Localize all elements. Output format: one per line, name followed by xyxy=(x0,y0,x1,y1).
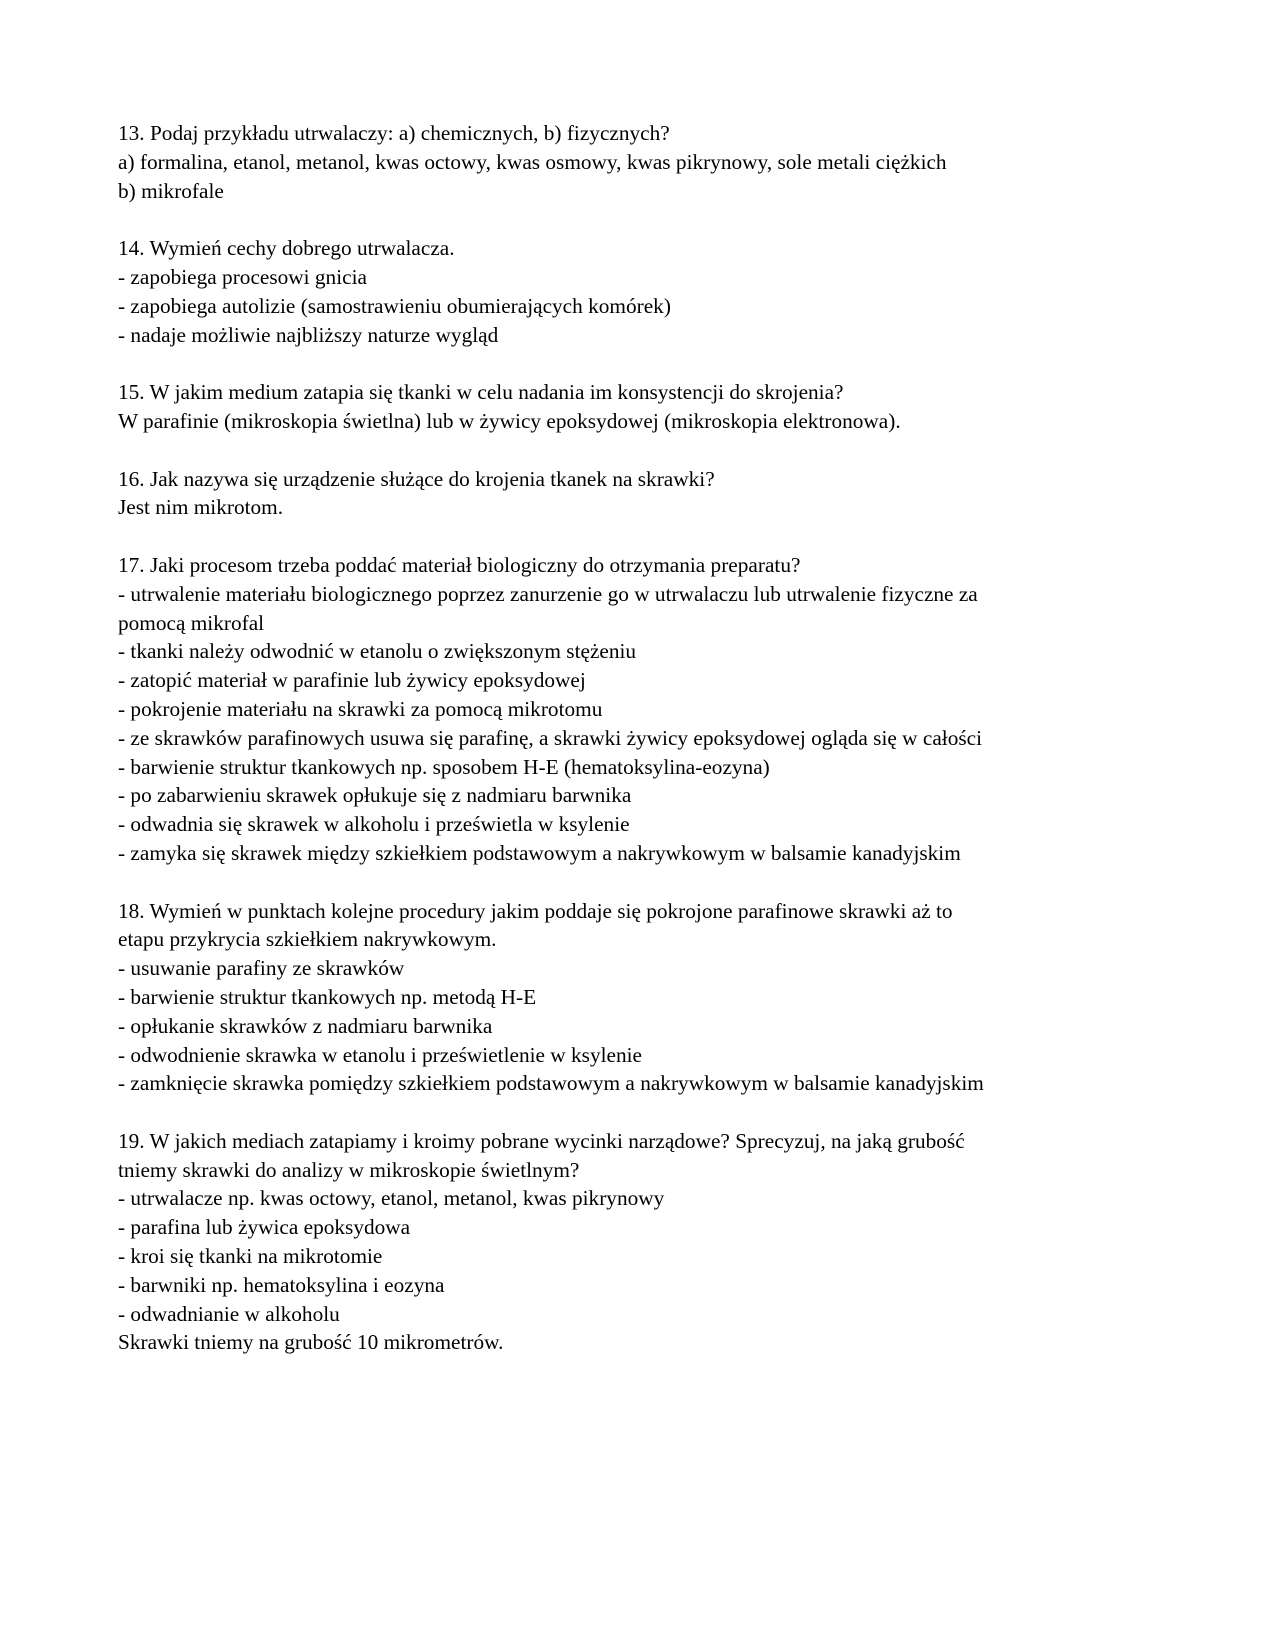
answer-line: - barwienie struktur tkankowych np. metodą H-E xyxy=(118,984,537,1009)
answer-line: tniemy skrawki do analizy w mikroskopie świetlnym? xyxy=(118,1157,580,1182)
answer-line: - zamyka się skrawek między szkiełkiem podstawowym a nakrywkowym w balsamie kanadyjskim xyxy=(118,840,961,865)
question-17-section xyxy=(118,551,1248,868)
answer-line: W parafinie (mikroskopia świetlna) lub w żywicy epoksydowej (mikroskopia elektronowa). xyxy=(118,408,901,433)
answer-line: Skrawki tniemy na grubość 10 mikrometrów. xyxy=(118,1330,504,1355)
answer-line: - odwadnia się skrawek w alkoholu i prześwietla w ksylenie xyxy=(118,812,630,837)
answer-line: - tkanki należy odwodnić w etanolu o zwiększonym stężeniu xyxy=(118,639,637,664)
question-15-section xyxy=(118,378,1248,436)
answer-line: - odwadnianie w alkoholu xyxy=(118,1301,340,1326)
answer-line: - zapobiega autolizie (samostrawieniu obumierających komórek) xyxy=(118,293,671,318)
question-16-heading: 16. Jak nazywa się urządzenie służące do krojenia tkanek na skrawki? xyxy=(118,466,715,491)
answer-line: Jest nim mikrotom. xyxy=(118,495,284,520)
question-19-section xyxy=(118,1127,1248,1357)
answer-line: - barwniki np. hematoksylina i eozyna xyxy=(118,1272,445,1297)
question-13-section xyxy=(118,119,1248,205)
question-17-heading: 17. Jaki procesom trzeba poddać materiał biologiczny do otrzymania preparatu? xyxy=(118,552,801,577)
question-14-section xyxy=(118,234,1248,349)
answer-line: - parafina lub żywica epoksydowa xyxy=(118,1215,411,1240)
answer-line: - usuwanie parafiny ze skrawków xyxy=(118,956,405,981)
answer-line: - zamknięcie skrawka pomiędzy szkiełkiem podstawowym a nakrywkowym w balsamie kanadyjskim xyxy=(118,1071,984,1096)
answer-line: a) formalina, etanol, metanol, kwas octowy, kwas osmowy, kwas pikrynowy, sole metali ciężkich xyxy=(118,149,947,174)
answer-line: etapu przykrycia szkiełkiem nakrywkowym. xyxy=(118,927,497,952)
question-19-heading: 19. W jakich mediach zatapiamy i kroimy pobrane wycinki narządowe? Sprecyzuj, na jaką grubość xyxy=(118,1128,965,1153)
answer-line: - opłukanie skrawków z nadmiaru barwnika xyxy=(118,1013,493,1038)
answer-line: - pokrojenie materiału na skrawki za pomocą mikrotomu xyxy=(118,696,603,721)
question-15-heading: 15. W jakim medium zatapia się tkanki w celu nadania im konsystencji do skrojenia? xyxy=(118,380,844,405)
question-16-section xyxy=(118,465,1248,523)
answer-line: - barwienie struktur tkankowych np. sposobem H-E (hematoksylina-eozyna) xyxy=(118,754,770,779)
question-14-heading: 14. Wymień cechy dobrego utrwalacza. xyxy=(118,236,455,261)
question-18-heading: 18. Wymień w punktach kolejne procedury jakim poddaje się pokrojone parafinowe skrawki aż to xyxy=(118,898,953,923)
answer-line: pomocą mikrofal xyxy=(118,610,265,635)
answer-line: - ze skrawków parafinowych usuwa się parafinę, a skrawki żywicy epoksydowej ogląda się w całości xyxy=(118,725,983,750)
answer-line: - nadaje możliwie najbliższy naturze wygląd xyxy=(118,322,499,347)
document-page xyxy=(118,119,1248,1386)
answer-line: - kroi się tkanki na mikrotomie xyxy=(118,1244,383,1269)
answer-line: - zapobiega procesowi gnicia xyxy=(118,264,367,289)
answer-line: - utrwalenie materiału biologicznego poprzez zanurzenie go w utrwalaczu lub utrwalenie fizyczne za xyxy=(118,581,978,606)
answer-line: b) mikrofale xyxy=(118,178,224,203)
answer-line: - po zabarwieniu skrawek opłukuje się z nadmiaru barwnika xyxy=(118,783,632,808)
answer-line: - utrwalacze np. kwas octowy, etanol, metanol, kwas pikrynowy xyxy=(118,1186,665,1211)
question-13-heading: 13. Podaj przykładu utrwalaczy: a) chemicznych, b) fizycznych? xyxy=(118,121,670,145)
question-18-section xyxy=(118,897,1248,1099)
answer-line: - zatopić materiał w parafinie lub żywicy epoksydowej xyxy=(118,668,586,693)
answer-line: - odwodnienie skrawka w etanolu i prześwietlenie w ksylenie xyxy=(118,1042,642,1067)
